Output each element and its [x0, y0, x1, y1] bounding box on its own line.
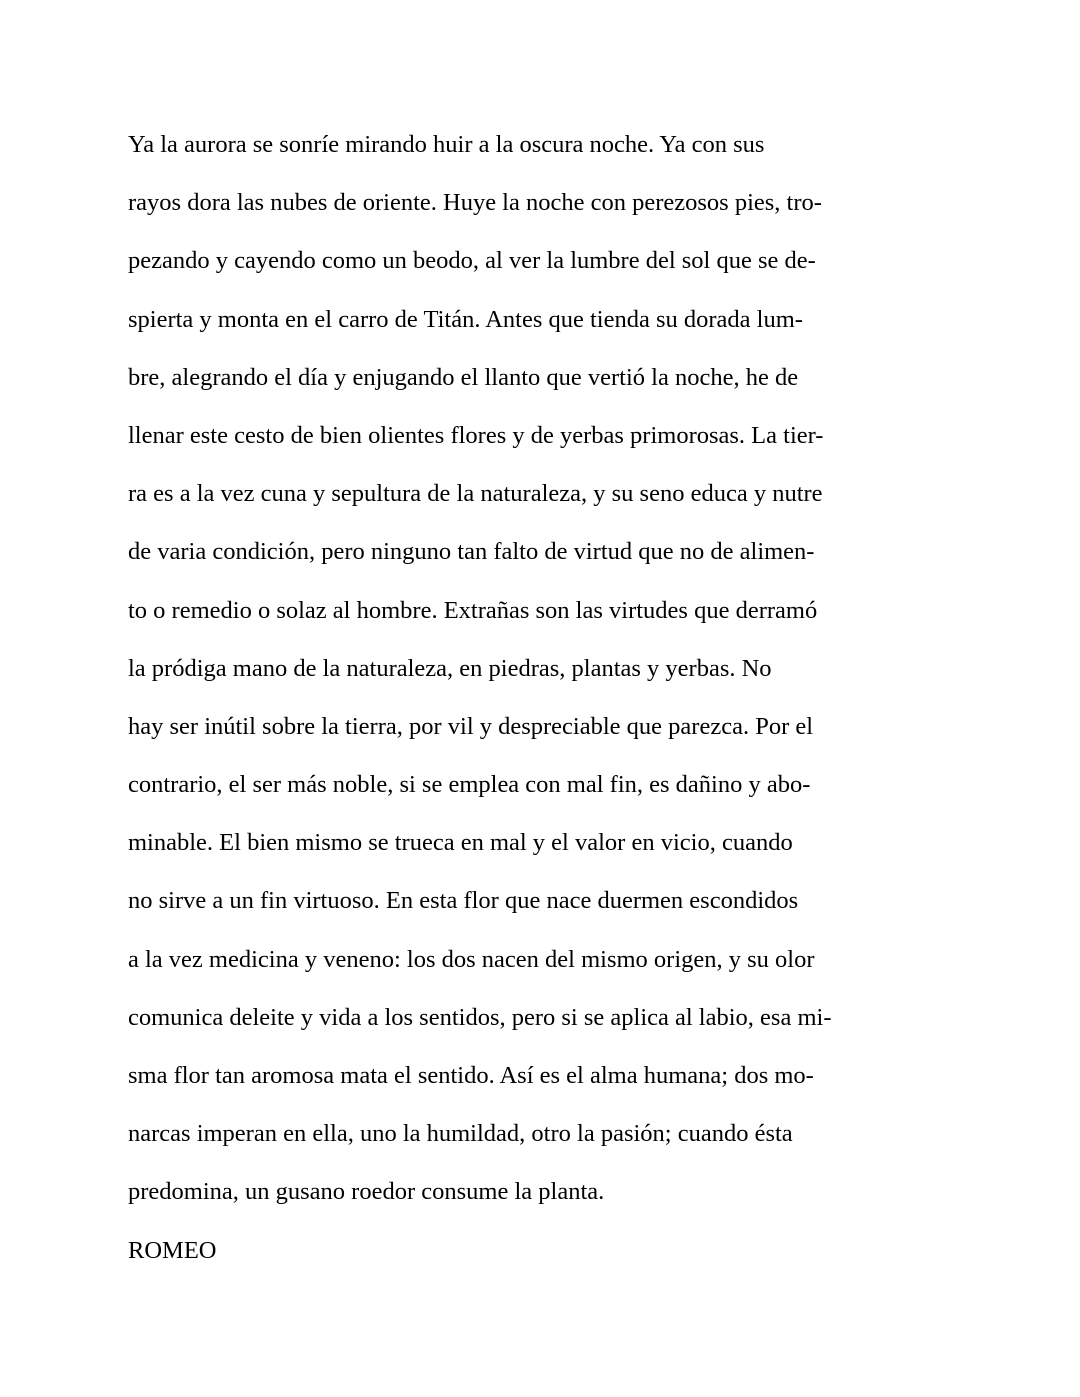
- text-line: bre, alegrando el día y enjugando el llanto que vertió la noche, he de: [128, 363, 799, 391]
- text-line: comunica deleite y vida a los sentidos, pero si se aplica al labio, esa mi-: [128, 1003, 832, 1031]
- text-line: a la vez medicina y veneno: los dos nacen del mismo origen, y su olor: [128, 945, 815, 973]
- text-line: no sirve a un fin virtuoso. En esta flor que nace duermen escondidos: [128, 887, 799, 915]
- text-line: predomina, un gusano roedor consume la planta.: [128, 1178, 605, 1206]
- text-line: la pródiga mano de la naturaleza, en piedras, plantas y yerbas. No: [128, 654, 772, 682]
- text-line: sma flor tan aromosa mata el sentido. Así es el alma humana; dos mo-: [128, 1062, 814, 1089]
- text-line: narcas imperan en ella, uno la humildad, otro la pasión; cuando ésta: [128, 1120, 793, 1148]
- text-line: hay ser inútil sobre la tierra, por vil y despreciable que parezca. Por el: [128, 712, 814, 740]
- text-line: Ya la aurora se sonríe mirando huir a la oscura noche. Ya con sus: [128, 131, 765, 158]
- text-line: llenar este cesto de bien olientes flores y de yerbas primorosas. La tier-: [128, 421, 824, 449]
- body-text: [128, 126, 908, 1290]
- text-line: minable. El bien mismo se trueca en mal y el valor en vicio, cuando: [128, 829, 793, 857]
- text-line: de varia condición, pero ninguno tan falto de virtud que no de alimen-: [128, 538, 815, 566]
- text-line: ra es a la vez cuna y sepultura de la naturaleza, y su seno educa y nutre: [128, 480, 823, 508]
- speaker-name: ROMEO: [128, 1236, 217, 1264]
- text-line: rayos dora las nubes de oriente. Huye la noche con perezosos pies, tro-: [128, 189, 822, 217]
- text-line: pezando y cayendo como un beodo, al ver la lumbre del sol que se de-: [128, 247, 816, 275]
- text-line: contrario, el ser más noble, si se emplea con mal fin, es dañino y abo-: [128, 771, 811, 799]
- text-line: spierta y monta en el carro de Titán. Antes que tienda su dorada lum-: [128, 305, 803, 333]
- text-line: to o remedio o solaz al hombre. Extrañas son las virtudes que derramó: [128, 596, 818, 624]
